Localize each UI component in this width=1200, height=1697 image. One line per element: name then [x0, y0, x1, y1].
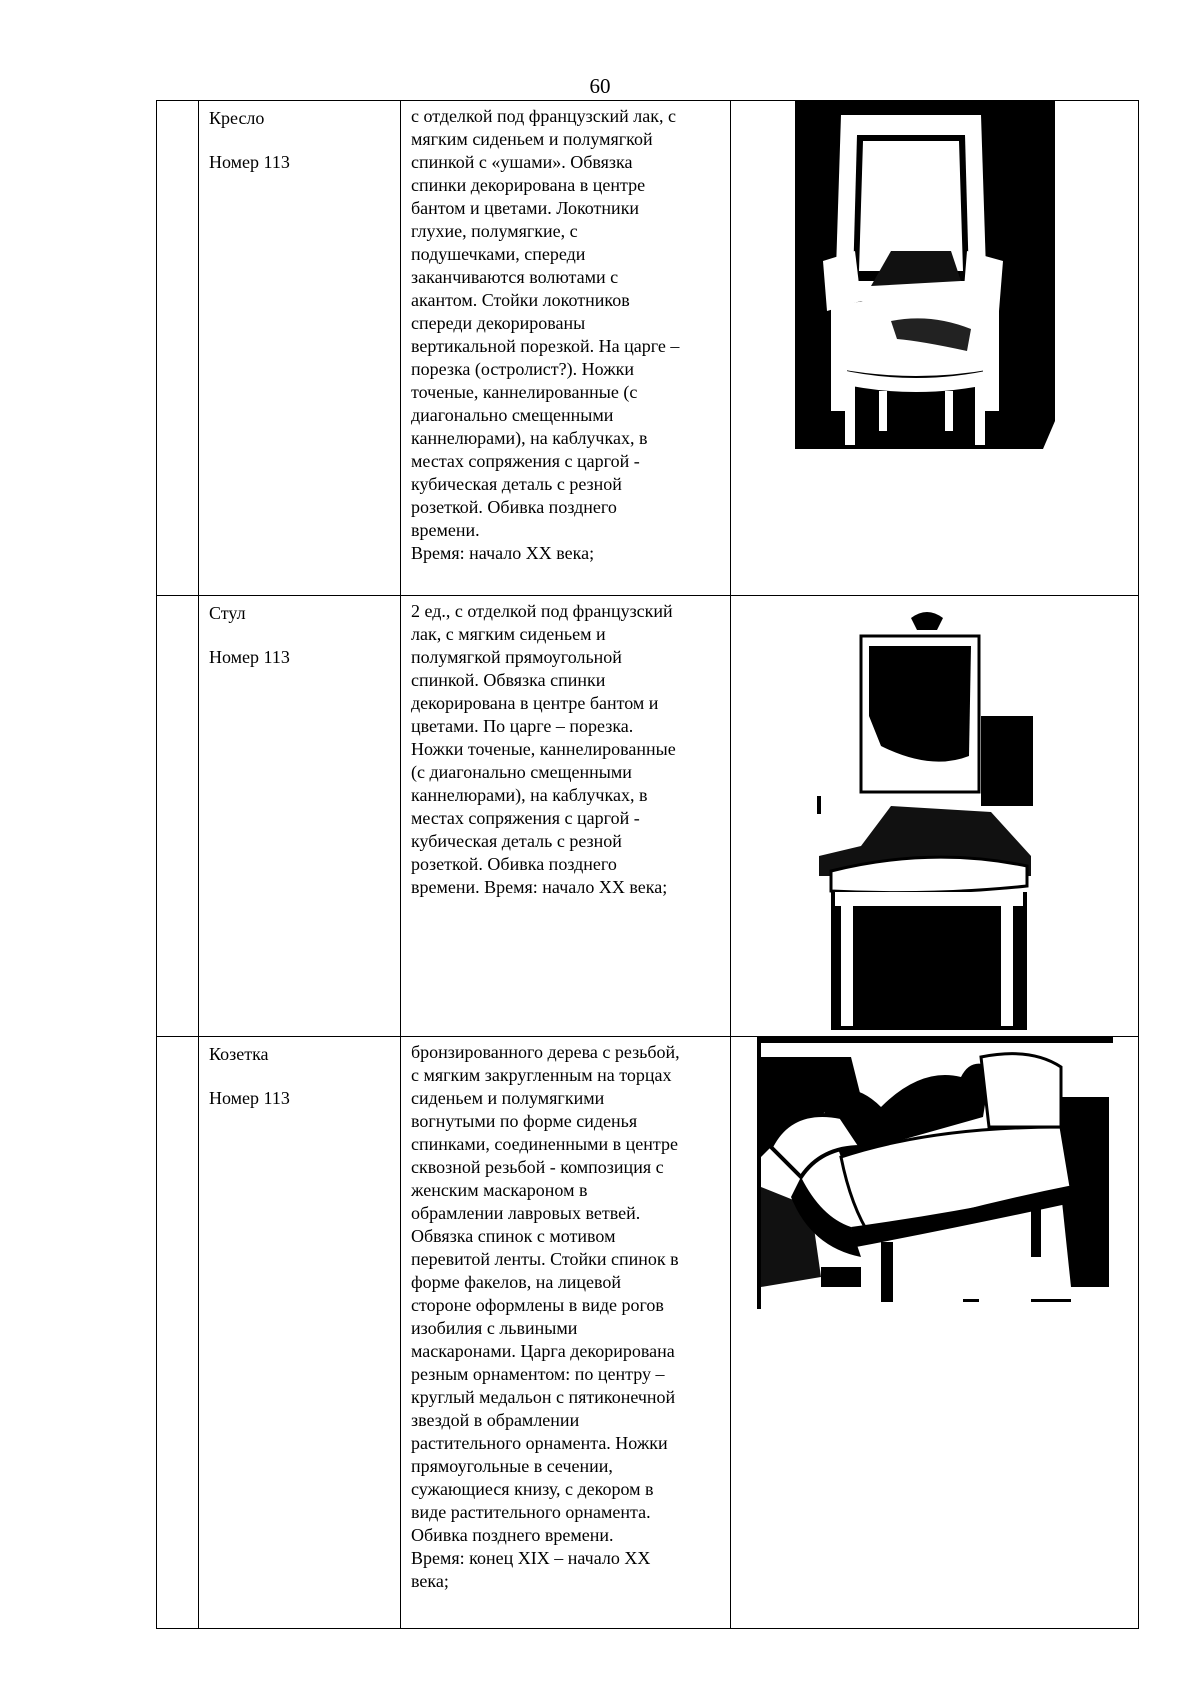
description-line: подушечками, спереди: [411, 244, 586, 264]
description-line: звездой в обрамлении: [411, 1410, 580, 1430]
photo-cell: [731, 101, 1139, 596]
description-line: спинкой. Обвязка спинки: [411, 670, 606, 690]
object-number: Номер 113: [209, 647, 290, 667]
description-line: мягким сиденьем и полумягкой: [411, 129, 653, 149]
description-line: стороне оформлены в виде рогов: [411, 1295, 664, 1315]
description-line: (с диагонально смещенными: [411, 762, 632, 782]
description-line: каннелюрами), на каблучках, в: [411, 785, 648, 805]
description-line: Обивка позднего времени.: [411, 1525, 614, 1545]
chair-photo-icon: [731, 596, 1139, 1030]
description-cell: [401, 596, 731, 1037]
description-line: 2 ед., с отделкой под французский: [411, 601, 673, 621]
table-row: [157, 101, 1139, 596]
object-name: Стул: [209, 603, 246, 623]
name-cell: [199, 1037, 401, 1629]
object-name: Кресло: [209, 108, 265, 128]
index-cell: [157, 596, 199, 1037]
description-line: точеные, каннелированные (с: [411, 382, 638, 402]
description-line: перевитой ленты. Стойки спинок в: [411, 1249, 679, 1269]
index-cell: [157, 101, 199, 596]
description-line: розеткой. Обивка позднего: [411, 854, 617, 874]
description-line: с отделкой под французский лак, с: [411, 106, 676, 126]
description-line: бантом и цветами. Локотники: [411, 198, 640, 218]
description-line: спинками, соединенными в центре: [411, 1134, 678, 1154]
description-line: Обвязка спинок с мотивом: [411, 1226, 616, 1246]
description-line: местах сопряжения с царгой -: [411, 808, 640, 828]
photo-cell: [731, 596, 1139, 1037]
description-line: вогнутыми по форме сиденья: [411, 1111, 638, 1131]
description-line: кубическая деталь с резной: [411, 474, 622, 494]
armchair-photo-icon: [731, 101, 1139, 589]
description-line: прямоугольные в сечении,: [411, 1456, 613, 1476]
description-line: диагонально смещенными: [411, 405, 614, 425]
table-row: [157, 1037, 1139, 1629]
description-cell: [401, 101, 731, 596]
description-line: спинкой с «ушами». Обвязка: [411, 152, 633, 172]
description-line: лак, с мягким сиденьем и: [411, 624, 606, 644]
description-line: сквозной резьбой - композиция с: [411, 1157, 664, 1177]
description-line: форме факелов, на лицевой: [411, 1272, 622, 1292]
description-line: розеткой. Обивка позднего: [411, 497, 617, 517]
description-line: сиденьем и полумягкими: [411, 1088, 605, 1108]
description-line: полумягкой прямоугольной: [411, 647, 622, 667]
description-line: кубическая деталь с резной: [411, 831, 622, 851]
object-name: Козетка: [209, 1044, 269, 1064]
description-line: Время: начало XX века;: [411, 543, 595, 563]
name-cell: [199, 101, 401, 596]
description-line: Ножки точеные, каннелированные: [411, 739, 676, 759]
object-number: Номер 113: [209, 1088, 290, 1108]
description-line: акантом. Стойки локотников: [411, 290, 630, 310]
description-line: порезка (остролист?). Ножки: [411, 359, 635, 379]
photo-cell: [731, 1037, 1139, 1629]
description-line: времени.: [411, 520, 480, 540]
object-number: Номер 113: [209, 152, 290, 172]
description-line: века;: [411, 1571, 449, 1591]
description-line: резным орнаментом: по центру –: [411, 1364, 665, 1384]
description-line: вертикальной порезкой. На царге –: [411, 336, 680, 356]
description-line: растительного орнамента. Ножки: [411, 1433, 668, 1453]
description-line: женским маскароном в: [411, 1180, 588, 1200]
description-line: глухие, полумягкие, с: [411, 221, 578, 241]
description-line: виде растительного орнамента.: [411, 1502, 651, 1522]
description-line: изобилия с львиными: [411, 1318, 578, 1338]
description-line: маскаронами. Царга декорирована: [411, 1341, 675, 1361]
description-line: обрамлении лавровых ветвей.: [411, 1203, 641, 1223]
description-line: спинки декорирована в центре: [411, 175, 646, 195]
description-line: местах сопряжения с царгой -: [411, 451, 640, 471]
index-cell: [157, 1037, 199, 1629]
description-line: Время: конец XIX – начало XX: [411, 1548, 651, 1568]
description-line: сужающиеся книзу, с декором в: [411, 1479, 654, 1499]
table-row: [157, 596, 1139, 1037]
catalog-table: [156, 100, 1139, 1629]
description-line: бронзированного дерева с резьбой,: [411, 1042, 680, 1062]
page-number: 60: [589, 74, 611, 98]
description-line: времени. Время: начало XX века;: [411, 877, 668, 897]
description-line: спереди декорированы: [411, 313, 586, 333]
description-cell: [401, 1037, 731, 1629]
description-line: с мягким закругленным на торцах: [411, 1065, 672, 1085]
description-line: круглый медальон с пятиконечной: [411, 1387, 676, 1407]
name-cell: [199, 596, 401, 1037]
description-line: заканчиваются волютами с: [411, 267, 619, 287]
description-line: цветами. По царге – порезка.: [411, 716, 634, 736]
description-line: декорирована в центре бантом и: [411, 693, 659, 713]
description-line: каннелюрами), на каблучках, в: [411, 428, 648, 448]
settee-photo-icon: [731, 1037, 1139, 1317]
